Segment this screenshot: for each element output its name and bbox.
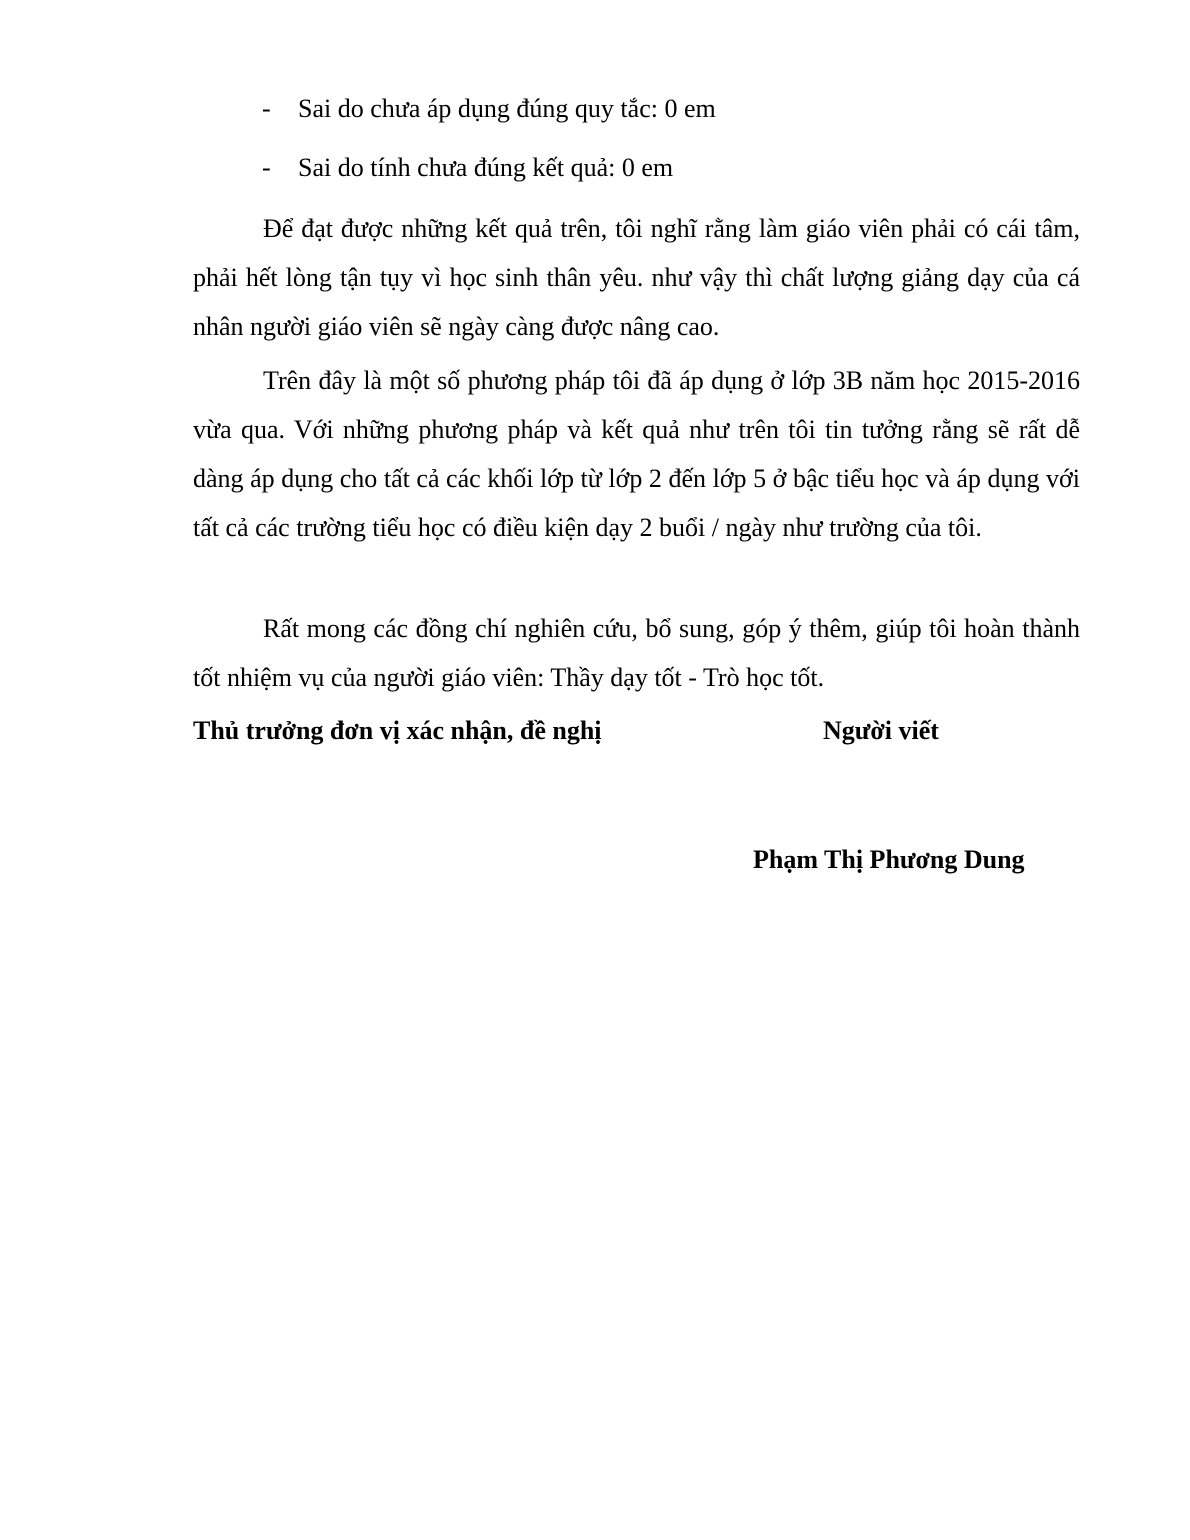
bullet-marker: - [262,94,271,123]
bullet-item [262,92,716,126]
signature-right-title: Người viết [823,716,939,745]
bullet-text: Sai do tính chưa đúng kết quả: 0 em [298,153,674,182]
paragraph-closing: Rất mong các đồng chí nghiên cứu, bổ sung, góp ý thêm, giúp tôi hoàn thành tốt nhiệm vụ của người giáo viên: Thầy dạy tốt - Trò học tốt. [193,614,1080,692]
bullet-text: Sai do chưa áp dụng đúng quy tắc: 0 em [298,94,716,123]
paragraph-result: Để đạt được những kết quả trên, tôi nghĩ rằng làm giáo viên phải có cái tâm, phải hết lòng tận tụy vì học sinh thân yêu. như vậy thì chất lượng giảng dạy của cá nhân người giáo viên sẽ ngày càng được nâng cao. [193,214,1080,341]
bullet-item [262,151,673,185]
paragraph-methods: Trên đây là một số phương pháp tôi đã áp dụng ở lớp 3B năm học 2015-2016 vừa qua. Với những phương pháp và kết quả như trên tôi tin tưởng rằng sẽ rất dễ dàng áp dụng cho tất cả các khối lớp từ lớp 2 đến lớp 5 ở bậc tiểu học và áp dụng với tất cả các trường tiểu học có điều kiện dạy 2 buổi / ngày như trường của tôi. [193,366,1080,542]
bullet-marker: - [262,153,271,182]
author-name: Phạm Thị Phương Dung [753,845,1025,874]
signature-left-title: Thủ trưởng đơn vị xác nhận, đề nghị [193,716,602,745]
